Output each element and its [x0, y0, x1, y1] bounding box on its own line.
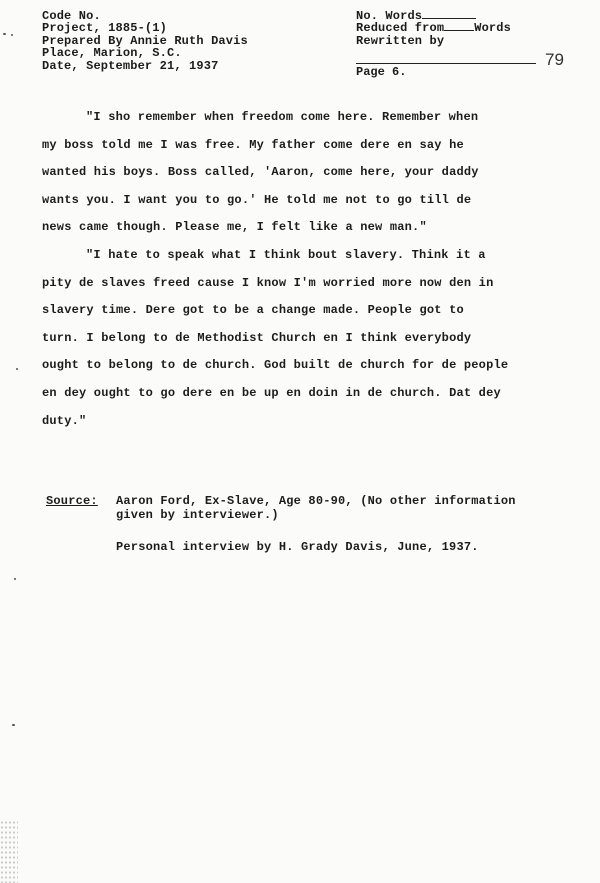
paragraph2-line: duty."	[42, 413, 87, 428]
date: Date, September 21, 1937	[42, 58, 219, 73]
scan-speck	[12, 724, 15, 726]
paragraph1-line: "I sho remember when freedom come here. Remember when	[86, 110, 479, 124]
header-left-block	[42, 10, 248, 72]
source-label: Source:	[46, 494, 98, 508]
code-number: Code No.	[42, 9, 101, 23]
source-line-2: given by interviewer.)	[116, 507, 279, 522]
interview-credit: Personal interview by H. Grady Davis, June, 1937.	[116, 540, 479, 554]
interview-body	[42, 104, 572, 435]
no-words-blank	[422, 18, 476, 19]
folio-number: 79	[545, 50, 564, 69]
paragraph2-line: turn. I belong to de Methodist Church en I think everybody	[42, 330, 472, 345]
project-number: Project, 1885-(1)	[42, 21, 167, 36]
paragraph2-line: ought to belong to de church. God built de church for de people	[42, 358, 509, 373]
prepared-by: Prepared By Annie Ruth Davis	[42, 33, 248, 48]
header-right-block	[356, 10, 511, 47]
scan-edge-noise	[0, 820, 18, 883]
reduced-from-blank	[444, 30, 474, 31]
paragraph2-line: pity de slaves freed cause I know I'm worried more now den in	[42, 275, 494, 290]
scan-speck	[14, 578, 16, 580]
no-words-label: No. Words	[356, 9, 423, 23]
reduced-from-line	[356, 22, 511, 34]
scan-speck	[16, 368, 18, 370]
rewritten-by: Rewritten by	[356, 33, 445, 48]
paragraph2-line: "I hate to speak what I think bout slavery. Think it a	[86, 247, 486, 262]
words-label: Words	[474, 21, 511, 36]
paragraph1-line: my boss told me I was free. My father come dere en say he	[42, 137, 464, 152]
scan-speck	[11, 34, 13, 36]
place: Place, Marion, S.C.	[42, 46, 182, 61]
paragraph1-line: wants you. I want you to go.' He told me not to go till de	[42, 192, 472, 207]
source-line-1: Aaron Ford, Ex-Slave, Age 80-90, (No other information	[116, 494, 516, 508]
reduced-from-label: Reduced from	[356, 21, 445, 36]
paragraph1-line: wanted his boys. Boss called, 'Aaron, come here, your daddy	[42, 165, 479, 180]
rewritten-by-rule	[356, 63, 536, 64]
paragraph1-line: news came though. Please me, I felt like a new man."	[42, 220, 427, 235]
scan-speck	[3, 33, 6, 35]
page-number: Page 6.	[356, 65, 407, 79]
paragraph2-line: en dey ought to go dere en be up en doin in de church. Dat dey	[42, 385, 501, 400]
paragraph2-line: slavery time. Dere got to be a change made. People got to	[42, 303, 464, 318]
